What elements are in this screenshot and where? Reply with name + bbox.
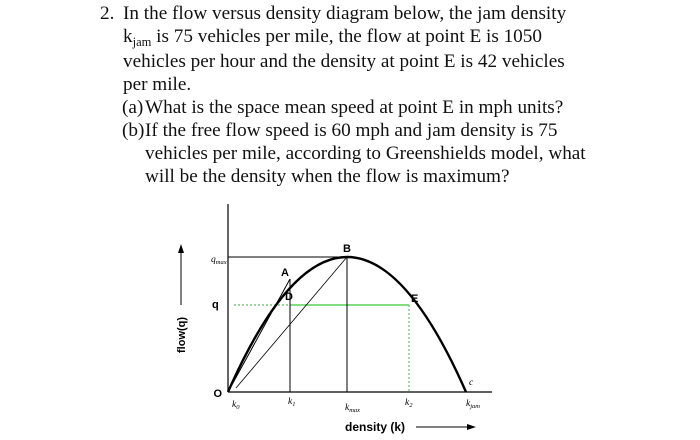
point-o-label: O: [213, 388, 222, 400]
intro-line-3: vehicles per hour and the density at point E is 42 vehicles: [123, 51, 565, 72]
point-a-label: A: [281, 267, 289, 279]
question-a-text: What is the space mean speed at point E in mph units?: [145, 97, 564, 118]
problem-number: 2.: [100, 3, 115, 24]
line-ob: [236, 257, 347, 388]
k0-tick-label: $k_0$: [232, 400, 240, 411]
question-b-label: (b): [122, 120, 145, 141]
intro-line-1: In the flow versus density diagram below, the jam density: [123, 3, 567, 24]
x-axis-arrowhead: [467, 424, 476, 430]
kjam-symbol: k: [123, 26, 133, 47]
question-b-line-1: If the free flow speed is 60 mph and jam density is 75: [145, 120, 558, 141]
qmax-tick-label: $q_{max}$: [211, 255, 227, 266]
kmax-tick-label: $k_{max}$: [345, 403, 361, 414]
point-b-label: B: [343, 243, 351, 255]
kjam-subscript: jam: [132, 35, 152, 49]
q-tick-label: q: [212, 299, 219, 311]
x-axis-label: density (k): [345, 420, 406, 434]
point-e-label: E: [411, 293, 419, 305]
y-axis-label: flow(q): [176, 316, 188, 353]
k2-tick-label: $k_2$: [405, 398, 413, 409]
question-b-line-2: vehicles per mile, according to Greenshields model, what: [145, 143, 586, 164]
question-a-label: (a): [122, 97, 144, 118]
kjam-tick-label: $k_{jam}$: [466, 399, 480, 410]
intro-line-2-text: is 75 vehicles per mile, the flow at point E is 1050: [151, 26, 542, 47]
point-d-label: D: [285, 291, 293, 303]
point-c-label: c: [469, 378, 474, 388]
question-b-line-3: will be the density when the flow is maximum?: [145, 166, 510, 187]
k1-tick-label: $k_1$: [288, 397, 296, 408]
y-axis-arrowhead: [178, 244, 184, 253]
intro-line-4: per mile.: [123, 74, 192, 95]
